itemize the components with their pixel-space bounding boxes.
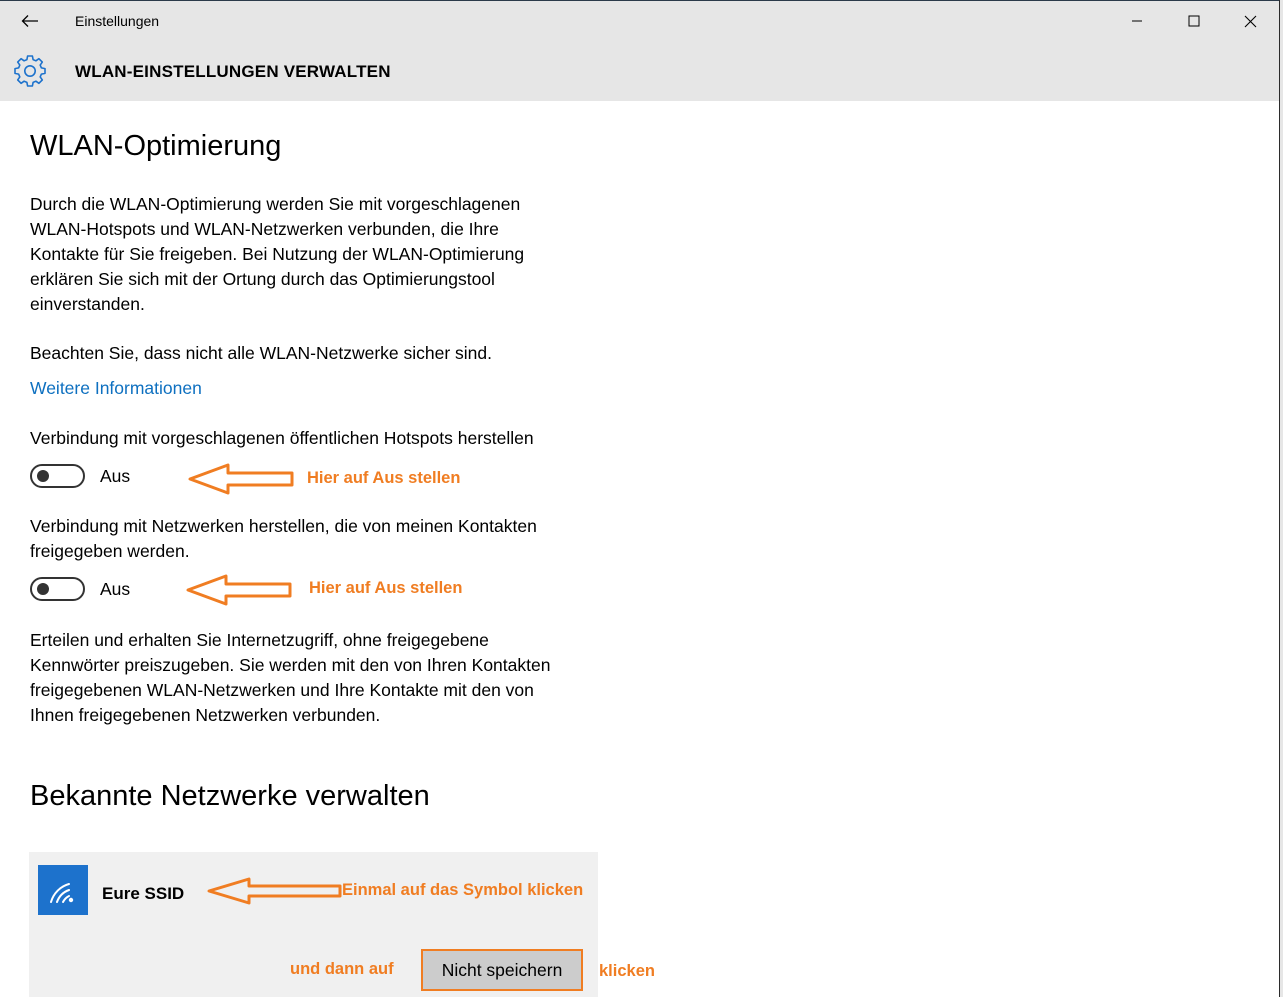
annotation-note: Einmal auf das Symbol klicken — [342, 881, 584, 899]
description-line: WLAN-Hotspots und WLAN-Netzwerken verbunden, die Ihre — [30, 219, 499, 239]
hotspots-setting-label: Verbindung mit vorgeschlagenen öffentlichen Hotspots herstellen — [30, 428, 534, 448]
annotation-note: Hier auf Aus stellen — [309, 579, 463, 597]
contacts-label-line: freigegeben werden. — [30, 541, 190, 561]
description-line: erklären Sie sich mit der Ortung durch das Optimierungstool — [30, 269, 495, 289]
close-icon — [1244, 15, 1257, 28]
toggle-knob — [37, 583, 49, 595]
annotation-arrow-icon — [186, 574, 292, 606]
annotation-note: Hier auf Aus stellen — [307, 469, 461, 487]
page-title: WLAN-EINSTELLUNGEN VERWALTEN — [75, 62, 391, 81]
maximize-button[interactable] — [1165, 0, 1222, 42]
hotspots-toggle[interactable] — [30, 464, 85, 488]
page-header — [0, 42, 1280, 101]
maximize-icon — [1188, 15, 1200, 27]
security-warning: Beachten Sie, dass nicht alle WLAN-Netzwerke sicher sind. — [30, 343, 493, 363]
network-icon-tile[interactable] — [38, 865, 88, 915]
annotation-note: und dann auf — [290, 960, 394, 978]
description-line: Kontakte für Sie freigeben. Bei Nutzung der WLAN-Optimierung — [30, 244, 525, 264]
annotation-arrow-icon — [188, 463, 294, 495]
toggle-knob — [37, 470, 49, 482]
contacts-toggle[interactable] — [30, 577, 85, 601]
optimization-description — [30, 192, 524, 317]
section-heading-known-networks: Bekannte Netzwerke verwalten — [30, 780, 430, 812]
description-line: einverstanden. — [30, 294, 145, 314]
sharing-line: Kennwörter preiszugeben. Sie werden mit den von Ihren Kontakten — [30, 655, 551, 675]
wifi-icon — [45, 872, 81, 908]
hotspots-toggle-state: Aus — [100, 466, 131, 486]
back-arrow-icon — [21, 14, 39, 28]
annotation-arrow-icon — [207, 876, 343, 906]
app-title: Einstellungen — [75, 13, 160, 29]
gear-icon — [13, 54, 47, 88]
contacts-label-line: Verbindung mit Netzwerken herstellen, die von meinen Kontakten — [30, 516, 537, 536]
sharing-description — [30, 628, 550, 728]
forget-network-button[interactable]: Nicht speichern — [421, 949, 583, 991]
annotation-note: klicken — [599, 962, 655, 980]
window-right-frame — [1279, 0, 1283, 997]
window-top-border — [0, 0, 1280, 1]
more-info-link[interactable]: Weitere Informationen — [30, 378, 202, 398]
sharing-line: freigegebenen WLAN-Netzwerken und Ihre Kontakte mit den von — [30, 680, 534, 700]
minimize-icon — [1131, 15, 1143, 27]
contacts-toggle-state: Aus — [100, 579, 131, 599]
close-button[interactable] — [1222, 0, 1279, 42]
network-ssid: Eure SSID — [102, 884, 185, 903]
description-line: Durch die WLAN-Optimierung werden Sie mit vorgeschlagenen — [30, 194, 521, 214]
title-bar — [0, 0, 1280, 42]
section-heading-optimization: WLAN-Optimierung — [30, 130, 282, 162]
minimize-button[interactable] — [1108, 0, 1165, 42]
sharing-line: Erteilen und erhalten Sie Internetzugriff, ohne freigegebene — [30, 630, 489, 650]
contacts-setting-label — [30, 514, 537, 564]
back-button[interactable] — [10, 6, 50, 36]
sharing-line: Ihnen freigegebenen Netzwerken verbunden. — [30, 705, 381, 725]
